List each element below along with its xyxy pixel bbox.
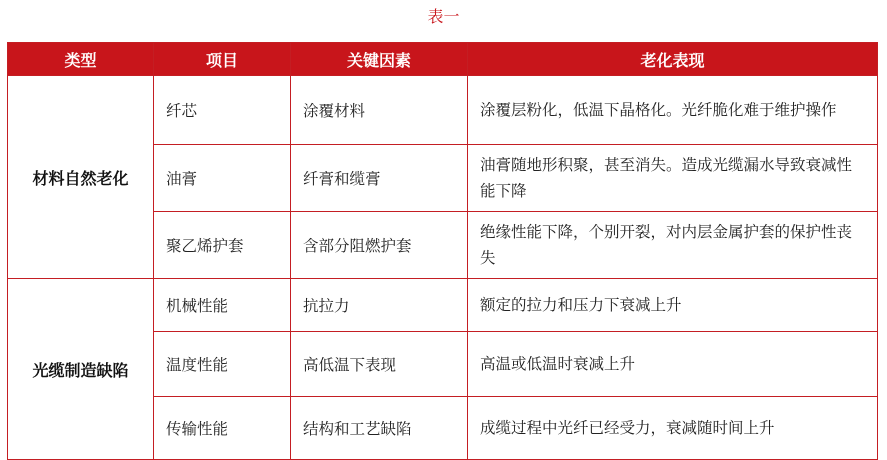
factor-cell: 涂覆材料: [291, 76, 468, 145]
effect-cell: 涂覆层粉化，低温下晶格化。光纤脆化难于维护操作: [468, 76, 878, 145]
item-cell: 机械性能: [154, 279, 291, 332]
table-header-row: [8, 43, 878, 76]
table-row: [8, 76, 878, 145]
header-effect: 老化表现: [468, 43, 878, 76]
factor-cell: 纤膏和缆膏: [291, 145, 468, 212]
header-type: 类型: [8, 43, 154, 76]
item-cell: 纤芯: [154, 76, 291, 145]
item-cell: 温度性能: [154, 332, 291, 397]
effect-cell: 成缆过程中光纤已经受力，衰减随时间上升: [468, 397, 878, 460]
header-factor: 关键因素: [291, 43, 468, 76]
type-cell: 材料自然老化: [8, 76, 154, 279]
header-item: 项目: [154, 43, 291, 76]
type-cell: 光缆制造缺陷: [8, 279, 154, 460]
factor-cell: 结构和工艺缺陷: [291, 397, 468, 460]
effect-cell: 油膏随地形积聚，甚至消失。造成光缆漏水导致衰减性能下降: [468, 145, 878, 212]
aging-table: [7, 42, 878, 460]
item-cell: 聚乙烯护套: [154, 212, 291, 279]
table-row: [8, 279, 878, 332]
factor-cell: 高低温下表现: [291, 332, 468, 397]
effect-cell: 高温或低温时衰减上升: [468, 332, 878, 397]
effect-cell: 绝缘性能下降，个别开裂，对内层金属护套的保护性丧失: [468, 212, 878, 279]
factor-cell: 含部分阻燃护套: [291, 212, 468, 279]
table-caption: 表一: [427, 7, 460, 26]
factor-cell: 抗拉力: [291, 279, 468, 332]
effect-cell: 额定的拉力和压力下衰减上升: [468, 279, 878, 332]
item-cell: 传输性能: [154, 397, 291, 460]
item-cell: 油膏: [154, 145, 291, 212]
